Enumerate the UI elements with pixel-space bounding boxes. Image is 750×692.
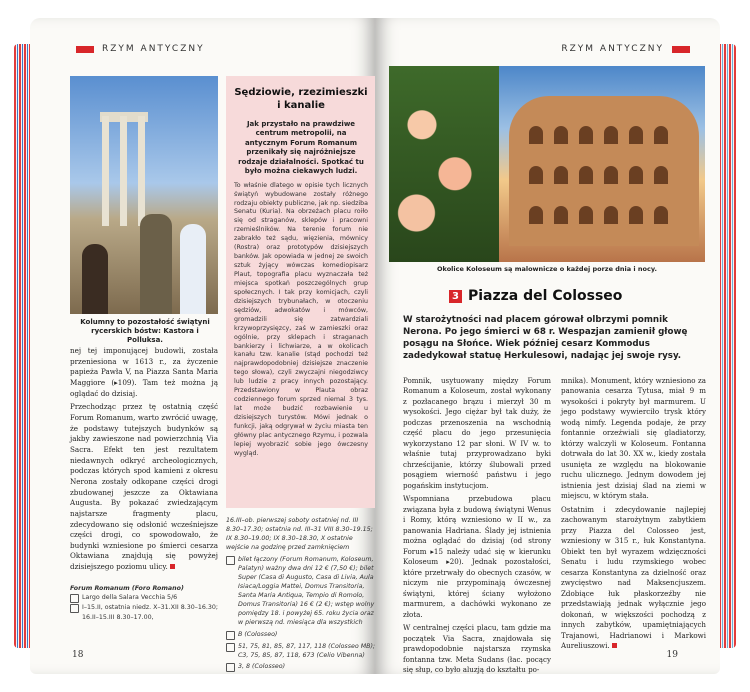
- arch: [554, 126, 568, 144]
- info-address: Largo della Salara Vecchia 5/6: [70, 593, 220, 603]
- right-body-column-1: [403, 376, 551, 674]
- photo-caption: Kolumny to pozostałość świątyni rycerskich bóstw: Kastora i Polluksa.: [80, 318, 210, 345]
- ticket-icon: [226, 556, 235, 565]
- paragraph: Pomnik, usytuowany między Forum Romanum a Koloseum, został wykonany z pozłacanego brązu i mierzył 30 m wysokości. Jego ciężar był tak duży, że podczas przenoszenia na wschodnią część placu do jego przesunięcia wykorzystano 12 par słoni. W IV w. to właśnie tutaj przyprowadzano byki chrześcijanie, którzy ślubowali przed posągiem wierność państwu i jego pogańskim instytucjom.: [403, 376, 551, 490]
- photo-person: [180, 224, 206, 314]
- clock-icon: [70, 604, 79, 613]
- sidebar-body: To właśnie dlatego w opisie tych licznych świątyń wybudowane zostały różnego rodzaju obiekty publiczne, jak np. siedziba Senatu (Kuria). Na obrzeżach placu roiło się od straganów, sklepów i pracowni rzemieślników. Na terenie forum nie zabrakło też sądu, więzienia, mównicy (Rostra) oraz prototypów dzisiejszych banków. Jak opowiada w jednej ze swoich sztuk żyjący wówczas komediopisarz Plaut, topografia placu wyznaczała też miejsca spotkań poszczególnych grup społecznych. I tak przy komicjach, czyli dzisiejszych trybunałach, w otoczeniu sędziów, adwokatów i mówców, gromadzili się zatwardziali krzywoprzysięzcy, zaś w zamieszki oraz ogólnie, przy sklepach i straganach bankierzy i lichwiarze, a w okolicach kanału tzw. kanalie (stąd pochodzi też najprawdopodobniej dzisiejsze znaczenie tego słowa), czyli zwyczajni niegodziwcy lub ludzie z pracy innych pozostający. Przedstawiony w Plauta obraz codziennego forum sprzed niemal 3 tys. lat może budzić rozbawienie u dzisiejszych turystów. Mówi jednak o funkcji, jaką odgrywał w życiu miasta ten główny plac antycznego Rzymu, i pozwala lepiej wyobrazić sobie jego ówczesny wygląd.: [234, 181, 368, 457]
- arch: [629, 166, 643, 184]
- oleander-flowers: [389, 66, 499, 262]
- info-tram: 3, 8 (Colosseo): [226, 662, 375, 672]
- arch: [629, 206, 643, 224]
- info-bus: 51, 75, 81, 85, 87, 117, 118 (Colosseo MB); C3, 75, 85, 87, 118, 673 (Celio Vibenna): [226, 642, 375, 660]
- page-number-left: 18: [72, 650, 84, 660]
- header-title: RZYM ANTYCZNY: [102, 44, 205, 54]
- bus-icon: [226, 643, 235, 652]
- photo-person: [140, 214, 172, 314]
- section-lead: W starożytności nad placem górował olbrzymi pomnik Nerona. Po jego śmierci w 68 r. Wespazjan zamienił głowę posągu na Słońce. Wiek później cesarz Kommodus zadedykował statuę Herkulesowi, nadając jej swoje rysy.: [403, 315, 688, 361]
- photo-person: [82, 244, 108, 314]
- left-body-text: [70, 346, 218, 576]
- section-heading: [449, 288, 622, 304]
- header-accent-bar: [76, 46, 94, 53]
- open-guidebook: [14, 14, 736, 678]
- arch: [529, 166, 543, 184]
- end-mark-icon: [612, 643, 617, 648]
- photo-caption: Okolice Koloseum są malownicze o każdej porze dnia i nocy.: [437, 265, 657, 273]
- arch: [654, 126, 668, 144]
- info-hours: I–15.II, ostatnia niedz. X–31.XII 8.30–16.30; 16.II–15.III 8.30–17.00,: [70, 603, 220, 622]
- info-block: [70, 584, 220, 622]
- arch: [654, 206, 668, 224]
- info-title: Forum Romanum (Foro Romano): [70, 585, 184, 592]
- photo-column: [138, 116, 145, 226]
- header-accent-bar: [672, 46, 690, 53]
- right-header: [561, 44, 690, 54]
- page-edges-right: [718, 44, 736, 648]
- paragraph: Przechodząc przez tę ostatnią część Forum Romanum, warto zwrócić uwagę, że podstawy tutejszych budynków są jakby zawieszone nad powierzchnią Via Sacra. Efekt ten jest rezultatem niedawnych odkryć archeologicznych, podczas których spod kamieni z okresu Nerona zostały odkopane części drogi zbudowanej jeszcze za Oktawiana Augusta. By pokazać zwiedzającym najstarsze fragmenty placu, zdecydowano się odsłonić wcześniejsze części drogi, co spowodowało, że budynki wzniesione po śmierci cesarza Oktawiana znajdują się powyżej dzisiejszego poziomu ulicy.: [70, 402, 218, 572]
- section-number: 3: [449, 290, 462, 303]
- arch: [529, 126, 543, 144]
- paragraph: Ostatnim i zdecydowanie najlepiej zachowanym starożytnym zabytkiem przy Piazza del Colosseo jest, wzniesiony w 315 r., łuk Konstantyna. Obiekt ten był wyrazem wdzięczności Senatu i ludu rzymskiego wobec cesarza Konstantyna za dzielność oraz zwycięstwo nad Maksencjuszem. Zdobiące łuk płaskorzeźby nie przedstawiają jednak wyłącznie jego dokonań, w większości pochodzą z innych zabytków, upamiętniających Trajanowi, Hadrianowi i Markowi Aureliuszowi.: [561, 504, 706, 651]
- info-ticket: bilet łączony (Forum Romanum, Koloseum, Palatyn) ważny dwa dni 12 € (7,50 €); bilet Super (Casa di Augusto, Casa di Livia, Aula Isiaca/Loggia Mattei, Domus Transitoria, Santa Maria Antiqua, Tempio di Romolo, Domus Transitoria) 16 € (2 €); wstęp wolny pomiędzy 18. i powyżej 65. roku życia oraz w pierwszą nd. miesiąca dla wszystkich: [226, 555, 375, 628]
- arch: [604, 166, 618, 184]
- paragraph: nej tej imponującej budowli, została przeniesiona w 1613 r., za życzenie papieża Pawła V, na Piazza Santa Maria Maggiore (▸109). Tam też można ją oglądać do dzisiaj.: [70, 346, 218, 398]
- paragraph: W centralnej części placu, tam gdzie ma początek Via Sacra, znajdowała się prawdopodobnie najstarsza rzymska fontanna tzw. Meta Sudans (łac. pocący się słup, co było aluzją do kształtu po-: [403, 623, 551, 674]
- paragraph: Wspomniana przebudowa placu związana była z budową świątyni Wenus i Romy, którą wzniesiono w II w., za panowania Hadriana. Ślady jej istnienia można oglądać do dzisiaj (od strony Forum ▸15 należy udać się w kierunku Koloseum ▸20). Jednak pozostałości, które przetrwały do obecnych czasów, w niczym nie przypominają ówczesnej świątyni, której ściany wyłożono marmurem, a dachówki wykonano ze złota.: [403, 494, 551, 619]
- info-block-continued: [226, 516, 375, 672]
- colosseum-photo: [389, 66, 705, 262]
- header-title: RZYM ANTYCZNY: [561, 44, 664, 54]
- photo-column: [120, 116, 127, 226]
- arch: [654, 166, 668, 184]
- arch: [604, 126, 618, 144]
- arch: [579, 166, 593, 184]
- forum-photo: [70, 76, 218, 314]
- right-page: [375, 18, 720, 674]
- sidebar-title: Sędziowie, rzezimieszki i kanalie: [234, 87, 368, 111]
- location-icon: [70, 594, 79, 603]
- info-hours-more: 16.III–ob. pierwszej soboty ostatniej nd. III 8.30–17.30; ostatnia nd. III–31 VIII 8.30–19.15; IX 8.30–19.00; IX 8.30–18.30, X ostatnie wejście na godzinę przed zamknięciem: [226, 517, 373, 552]
- arch: [554, 166, 568, 184]
- right-body-column-2: [561, 376, 706, 655]
- metro-icon: [226, 631, 235, 640]
- arch: [604, 206, 618, 224]
- arch: [554, 206, 568, 224]
- info-metro: B (Colosseo): [226, 630, 375, 640]
- arch: [579, 206, 593, 224]
- photo-column: [102, 116, 109, 226]
- left-page: [30, 18, 375, 674]
- paragraph: mnika). Monument, który wzniesiono za panowania cesarza Tytusa, miał 9 m wysokości i pokryty był marmurem. U jego podstawy wywierciło trysk który wodą nimfy. Legenda podaje, że przy fontannie orzeźwiali się gladiatorzy, którzy walczyli w Koloseum. Fontanna dotrwała do lat 30. XX w., kiedy została usunięta ze względu na blokowanie ruchu ulicznego. Jednym dowodem jej istnienia jest dzisiaj ślad na ziemi w miejscu, w którym stała.: [561, 376, 706, 501]
- sidebar-lead: Jak przystało na prawdziwe centrum metropolii, na antycznym Forum Romanum przenikały się najróżniejsze rodzaje działalności. Spotkać tu było można ciekawych ludzi.: [238, 120, 364, 176]
- colosseum-building: [509, 96, 699, 246]
- arch: [529, 206, 543, 224]
- left-header: [76, 44, 205, 54]
- sidebar-box: [226, 76, 375, 508]
- end-mark-icon: [170, 564, 175, 569]
- arch: [629, 126, 643, 144]
- tram-icon: [226, 663, 235, 672]
- page-number-right: 19: [666, 650, 678, 660]
- section-title: Piazza del Colosseo: [468, 288, 623, 304]
- arch: [579, 126, 593, 144]
